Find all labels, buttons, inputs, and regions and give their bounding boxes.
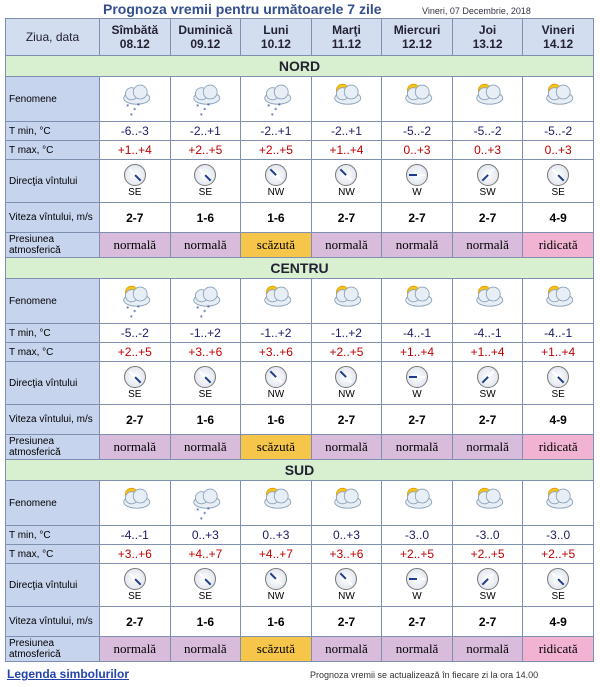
wind-needle xyxy=(340,573,353,586)
svg-text:*: * xyxy=(129,112,133,119)
svg-text:*: * xyxy=(203,511,207,519)
wind-direction-value: SW xyxy=(479,591,496,602)
row-label: T max, °C xyxy=(6,545,100,564)
wind-speed-value: 2-7 xyxy=(382,607,453,637)
tmin-value: -4..-1 xyxy=(523,324,594,343)
compass-icon xyxy=(124,164,146,186)
tmax-value: +1..+4 xyxy=(523,343,594,362)
pressure-value: normală xyxy=(170,637,241,662)
wind-speed-value: 2-7 xyxy=(311,405,382,435)
tmin-value: -4..-1 xyxy=(100,526,171,545)
compass-icon xyxy=(547,366,569,388)
row-label: Viteza vîntului, m/s xyxy=(6,203,100,233)
wind-needle xyxy=(199,169,212,182)
compass-icon xyxy=(477,164,499,186)
tmin-value: -5..-2 xyxy=(452,122,523,141)
pressure-row xyxy=(6,435,594,460)
day-date: 12.12 xyxy=(402,37,433,51)
pressure-value: ridicată xyxy=(523,637,594,662)
compass-icon xyxy=(477,366,499,388)
wind-needle xyxy=(199,371,212,384)
sun-cloud-icon xyxy=(453,281,523,321)
row-label: Viteza vîntului, m/s xyxy=(6,607,100,637)
day-header xyxy=(311,19,382,56)
row-label: T min, °C xyxy=(6,526,100,545)
wind-direction-cell xyxy=(523,362,594,405)
compass-icon xyxy=(406,366,428,388)
wind-direction-cell xyxy=(311,160,382,203)
day-header xyxy=(382,19,453,56)
tmax-value: +2..+5 xyxy=(241,141,312,160)
wind-direction-value: NW xyxy=(338,389,355,400)
wind-speed-row xyxy=(6,203,594,233)
svg-text:*: * xyxy=(196,305,200,313)
tmin-value: 0..+3 xyxy=(311,526,382,545)
tmax-value: +3..+6 xyxy=(170,343,241,362)
tmax-value: 0..+3 xyxy=(523,141,594,160)
tmin-value: -2..+1 xyxy=(311,122,382,141)
svg-text:*: * xyxy=(196,507,200,515)
wind-speed-value: 4-9 xyxy=(523,405,594,435)
tmax-value: +1..+4 xyxy=(311,141,382,160)
update-note: Prognoza vremii se actualizează în fiecare zi la ora 14.00 xyxy=(310,670,539,680)
region-name: CENTRU xyxy=(6,258,594,279)
wind-speed-value: 2-7 xyxy=(311,607,382,637)
compass-icon xyxy=(547,568,569,590)
pressure-value: normală xyxy=(311,435,382,460)
pressure-row xyxy=(6,637,594,662)
pressure-value: normală xyxy=(382,435,453,460)
row-label: Presiunea atmosferică xyxy=(6,233,100,258)
wind-direction-value: NW xyxy=(338,187,355,198)
pressure-value: scăzută xyxy=(241,637,312,662)
row-label: T min, °C xyxy=(6,324,100,343)
sun-cloud-icon xyxy=(382,483,452,523)
wind-direction-cell xyxy=(452,160,523,203)
pressure-row xyxy=(6,233,594,258)
wind-speed-value: 2-7 xyxy=(100,405,171,435)
wind-needle xyxy=(128,169,141,182)
tmax-value: +3..+6 xyxy=(241,343,312,362)
tmin-row xyxy=(6,324,594,343)
day-header xyxy=(452,19,523,56)
pressure-value: normală xyxy=(382,233,453,258)
wind-speed-value: 1-6 xyxy=(170,203,241,233)
weather-phenomena-row xyxy=(6,279,594,324)
pressure-value: normală xyxy=(311,637,382,662)
svg-text:*: * xyxy=(207,304,211,312)
sun-cloud-icon xyxy=(100,483,170,523)
sun-cloud-icon xyxy=(453,483,523,523)
wind-direction-value: SE xyxy=(551,591,565,602)
wind-speed-value: 2-7 xyxy=(100,607,171,637)
pressure-value: normală xyxy=(100,233,171,258)
day-name: Miercuri xyxy=(393,23,441,37)
compass-icon xyxy=(265,568,287,590)
column-header-row xyxy=(6,19,594,56)
compass-icon xyxy=(265,164,287,186)
wind-direction-cell xyxy=(170,160,241,203)
wind-needle xyxy=(481,573,494,586)
svg-text:*: * xyxy=(207,506,211,514)
sun-cloud-snow-icon xyxy=(100,281,170,321)
wind-needle xyxy=(199,573,212,586)
wind-speed-value: 1-6 xyxy=(241,607,312,637)
compass-icon xyxy=(194,568,216,590)
wind-needle xyxy=(270,169,283,182)
forecast-table xyxy=(5,18,594,662)
tmin-value: -5..-2 xyxy=(382,122,453,141)
tmax-value: +3..+6 xyxy=(100,545,171,564)
day-header xyxy=(241,19,312,56)
pressure-value: normală xyxy=(452,435,523,460)
wind-direction-cell xyxy=(382,362,453,405)
wind-direction-cell xyxy=(382,564,453,607)
wind-needle xyxy=(270,573,283,586)
pressure-value: normală xyxy=(170,233,241,258)
svg-text:*: * xyxy=(133,309,137,317)
pressure-value: normală xyxy=(452,233,523,258)
wind-direction-value: W xyxy=(412,591,422,602)
sun-cloud-icon xyxy=(241,281,311,321)
svg-text:*: * xyxy=(133,107,137,115)
wind-speed-value: 2-7 xyxy=(382,405,453,435)
wind-direction-value: SE xyxy=(128,389,142,400)
wind-direction-cell xyxy=(170,564,241,607)
wind-speed-value: 4-9 xyxy=(523,203,594,233)
sun-cloud-icon xyxy=(382,281,452,321)
tmin-value: -3..0 xyxy=(382,526,453,545)
cloud-snow-icon xyxy=(171,281,241,321)
compass-icon xyxy=(406,568,428,590)
wind-direction-cell xyxy=(523,564,594,607)
tmin-value: -5..-2 xyxy=(523,122,594,141)
wind-direction-value: NW xyxy=(338,591,355,602)
current-date: Vineri, 07 Decembrie, 2018 xyxy=(422,6,531,16)
row-label: T min, °C xyxy=(6,122,100,141)
pressure-value: scăzută xyxy=(241,233,312,258)
sun-cloud-icon xyxy=(523,483,593,523)
wind-direction-value: SE xyxy=(198,389,213,400)
wind-direction-row xyxy=(6,564,594,607)
tmax-value: +1..+4 xyxy=(382,343,453,362)
wind-direction-cell xyxy=(311,564,382,607)
wind-speed-value: 1-6 xyxy=(170,405,241,435)
day-date: 08.12 xyxy=(119,37,150,51)
svg-text:*: * xyxy=(200,314,204,321)
tmax-value: 0..+3 xyxy=(452,141,523,160)
column-header-label: Ziua, data xyxy=(6,19,100,56)
sun-cloud-icon xyxy=(382,79,452,119)
tmin-value: -2..+1 xyxy=(170,122,241,141)
day-date: 10.12 xyxy=(260,37,291,51)
svg-text:*: * xyxy=(129,314,133,321)
wind-direction-value: SW xyxy=(479,187,496,198)
pressure-value: normală xyxy=(100,637,171,662)
tmax-row xyxy=(6,545,594,564)
row-label: Direcţia vîntului xyxy=(6,160,100,203)
wind-direction-cell xyxy=(452,564,523,607)
wind-needle xyxy=(481,169,494,182)
svg-text:*: * xyxy=(207,102,211,110)
day-date: 13.12 xyxy=(472,37,503,51)
day-name: Luni xyxy=(263,23,289,37)
tmin-value: 0..+3 xyxy=(241,526,312,545)
tmin-row xyxy=(6,526,594,545)
tmax-row xyxy=(6,141,594,160)
tmin-value: -1..+2 xyxy=(170,324,241,343)
wind-direction-cell xyxy=(100,564,171,607)
tmax-value: +2..+5 xyxy=(452,545,523,564)
tmin-row xyxy=(6,122,594,141)
cloud-snow-icon xyxy=(100,79,170,119)
wind-speed-value: 1-6 xyxy=(170,607,241,637)
pressure-value: scăzută xyxy=(241,435,312,460)
wind-needle xyxy=(409,376,425,378)
compass-icon xyxy=(194,366,216,388)
pressure-value: normală xyxy=(100,435,171,460)
wind-direction-cell xyxy=(523,160,594,203)
row-label: Fenomene xyxy=(6,279,100,324)
sun-cloud-icon xyxy=(312,79,382,119)
row-label: Viteza vîntului, m/s xyxy=(6,405,100,435)
svg-text:*: * xyxy=(136,102,140,110)
pressure-value: ridicată xyxy=(523,435,594,460)
pressure-value: normală xyxy=(382,637,453,662)
wind-direction-cell xyxy=(382,160,453,203)
tmin-value: -4..-1 xyxy=(382,324,453,343)
wind-direction-cell xyxy=(311,362,382,405)
wind-speed-value: 2-7 xyxy=(452,203,523,233)
svg-text:*: * xyxy=(277,102,281,110)
sun-cloud-icon xyxy=(453,79,523,119)
svg-text:*: * xyxy=(126,103,130,111)
row-label: T max, °C xyxy=(6,343,100,362)
pressure-value: normală xyxy=(170,435,241,460)
wind-direction-cell xyxy=(100,362,171,405)
tmin-value: 0..+3 xyxy=(170,526,241,545)
svg-text:*: * xyxy=(200,516,204,523)
wind-needle xyxy=(340,169,353,182)
day-name: Marţi xyxy=(332,23,361,37)
wind-needle xyxy=(552,573,565,586)
tmax-value: +2..+5 xyxy=(100,343,171,362)
svg-text:*: * xyxy=(267,103,271,111)
compass-icon xyxy=(124,366,146,388)
day-header xyxy=(523,19,594,56)
compass-icon xyxy=(194,164,216,186)
cloud-snow-icon xyxy=(171,483,241,523)
weather-phenomena-row xyxy=(6,77,594,122)
row-label: Presiunea atmosferică xyxy=(6,435,100,460)
day-name: Joi xyxy=(478,23,497,37)
footer xyxy=(0,666,600,687)
compass-icon xyxy=(477,568,499,590)
tmin-value: -5..-2 xyxy=(100,324,171,343)
sun-cloud-icon xyxy=(312,281,382,321)
wind-speed-value: 1-6 xyxy=(241,405,312,435)
svg-text:*: * xyxy=(203,107,207,115)
wind-needle xyxy=(340,371,353,384)
wind-direction-value: SE xyxy=(128,187,142,198)
sun-cloud-icon xyxy=(523,79,593,119)
region-header-sud xyxy=(6,460,594,481)
legend-link[interactable]: Legenda simbolurilor xyxy=(7,667,130,681)
svg-text:*: * xyxy=(200,112,204,119)
compass-icon xyxy=(265,366,287,388)
tmax-value: +3..+6 xyxy=(311,545,382,564)
wind-speed-value: 1-6 xyxy=(241,203,312,233)
tmin-value: -4..-1 xyxy=(452,324,523,343)
wind-needle xyxy=(552,371,565,384)
day-header xyxy=(170,19,241,56)
region-header-nord xyxy=(6,56,594,77)
day-name: Sîmbătă xyxy=(111,23,159,37)
wind-direction-cell xyxy=(170,362,241,405)
svg-text:*: * xyxy=(270,112,274,119)
svg-text:*: * xyxy=(136,304,140,312)
region-header-centru xyxy=(6,258,594,279)
wind-direction-cell xyxy=(452,362,523,405)
wind-direction-cell xyxy=(100,160,171,203)
tmin-value: -3..0 xyxy=(523,526,594,545)
wind-speed-row xyxy=(6,405,594,435)
wind-direction-row xyxy=(6,362,594,405)
page-header xyxy=(0,0,600,18)
compass-icon xyxy=(547,164,569,186)
pressure-value: normală xyxy=(452,637,523,662)
pressure-value: ridicată xyxy=(523,233,594,258)
row-label: Fenomene xyxy=(6,481,100,526)
tmax-value: +4..+7 xyxy=(170,545,241,564)
tmax-row xyxy=(6,343,594,362)
svg-text:*: * xyxy=(196,103,200,111)
row-label: Direcţia vîntului xyxy=(6,564,100,607)
wind-direction-value: NW xyxy=(267,389,285,400)
tmax-value: +1..+4 xyxy=(452,343,523,362)
wind-direction-value: SE xyxy=(198,591,213,602)
wind-speed-row xyxy=(6,607,594,637)
compass-icon xyxy=(124,568,146,590)
wind-direction-value: SE xyxy=(551,389,565,400)
wind-direction-value: SE xyxy=(551,187,565,198)
sun-cloud-icon xyxy=(523,281,593,321)
tmin-value: -3..0 xyxy=(452,526,523,545)
row-label: Presiunea atmosferică xyxy=(6,637,100,662)
tmin-value: -1..+2 xyxy=(311,324,382,343)
svg-text:*: * xyxy=(274,107,278,115)
tmax-value: +2..+5 xyxy=(523,545,594,564)
wind-speed-value: 2-7 xyxy=(100,203,171,233)
day-date: 09.12 xyxy=(190,37,221,51)
tmax-value: +2..+5 xyxy=(382,545,453,564)
wind-needle xyxy=(409,578,425,580)
svg-text:*: * xyxy=(126,305,130,313)
wind-direction-value: W xyxy=(412,187,422,198)
day-date: 14.12 xyxy=(543,37,574,51)
sun-cloud-icon xyxy=(241,483,311,523)
sun-cloud-icon xyxy=(312,483,382,523)
wind-direction-value: NW xyxy=(267,591,285,602)
tmin-value: -2..+1 xyxy=(241,122,312,141)
compass-icon xyxy=(335,568,357,590)
page-title: Prognoza vremii pentru următoarele 7 zile xyxy=(103,1,382,17)
row-label: T max, °C xyxy=(6,141,100,160)
day-header xyxy=(100,19,171,56)
compass-icon xyxy=(335,164,357,186)
tmin-value: -6..-3 xyxy=(100,122,171,141)
wind-needle xyxy=(552,169,565,182)
cloud-snow-icon xyxy=(171,79,241,119)
weather-phenomena-row xyxy=(6,481,594,526)
wind-needle xyxy=(128,573,141,586)
tmax-value: +2..+5 xyxy=(170,141,241,160)
wind-needle xyxy=(270,371,283,384)
tmax-value: +2..+5 xyxy=(311,343,382,362)
wind-speed-value: 2-7 xyxy=(452,607,523,637)
cloud-snow-icon xyxy=(241,79,311,119)
wind-direction-row xyxy=(6,160,594,203)
day-name: Vineri xyxy=(541,23,575,37)
compass-icon xyxy=(335,366,357,388)
day-name: Duminică xyxy=(178,23,233,37)
wind-speed-value: 2-7 xyxy=(311,203,382,233)
pressure-value: normală xyxy=(311,233,382,258)
tmax-value: 0..+3 xyxy=(382,141,453,160)
day-date: 11.12 xyxy=(331,37,362,51)
row-label: Direcţia vîntului xyxy=(6,362,100,405)
wind-speed-value: 2-7 xyxy=(452,405,523,435)
wind-direction-value: W xyxy=(412,389,422,400)
wind-speed-value: 4-9 xyxy=(523,607,594,637)
wind-direction-cell xyxy=(241,160,312,203)
wind-speed-value: 2-7 xyxy=(382,203,453,233)
region-name: NORD xyxy=(6,56,594,77)
tmax-value: +4..+7 xyxy=(241,545,312,564)
wind-direction-value: SW xyxy=(479,389,496,400)
wind-direction-cell xyxy=(241,564,312,607)
wind-direction-value: NW xyxy=(267,187,285,198)
wind-needle xyxy=(481,371,494,384)
wind-direction-value: SE xyxy=(198,187,213,198)
row-label: Fenomene xyxy=(6,77,100,122)
svg-text:*: * xyxy=(203,309,207,317)
wind-needle xyxy=(128,371,141,384)
region-name: SUD xyxy=(6,460,594,481)
wind-needle xyxy=(409,174,425,176)
wind-direction-value: SE xyxy=(128,591,142,602)
tmin-value: -1..+2 xyxy=(241,324,312,343)
compass-icon xyxy=(406,164,428,186)
tmax-value: +1..+4 xyxy=(100,141,171,160)
wind-direction-cell xyxy=(241,362,312,405)
